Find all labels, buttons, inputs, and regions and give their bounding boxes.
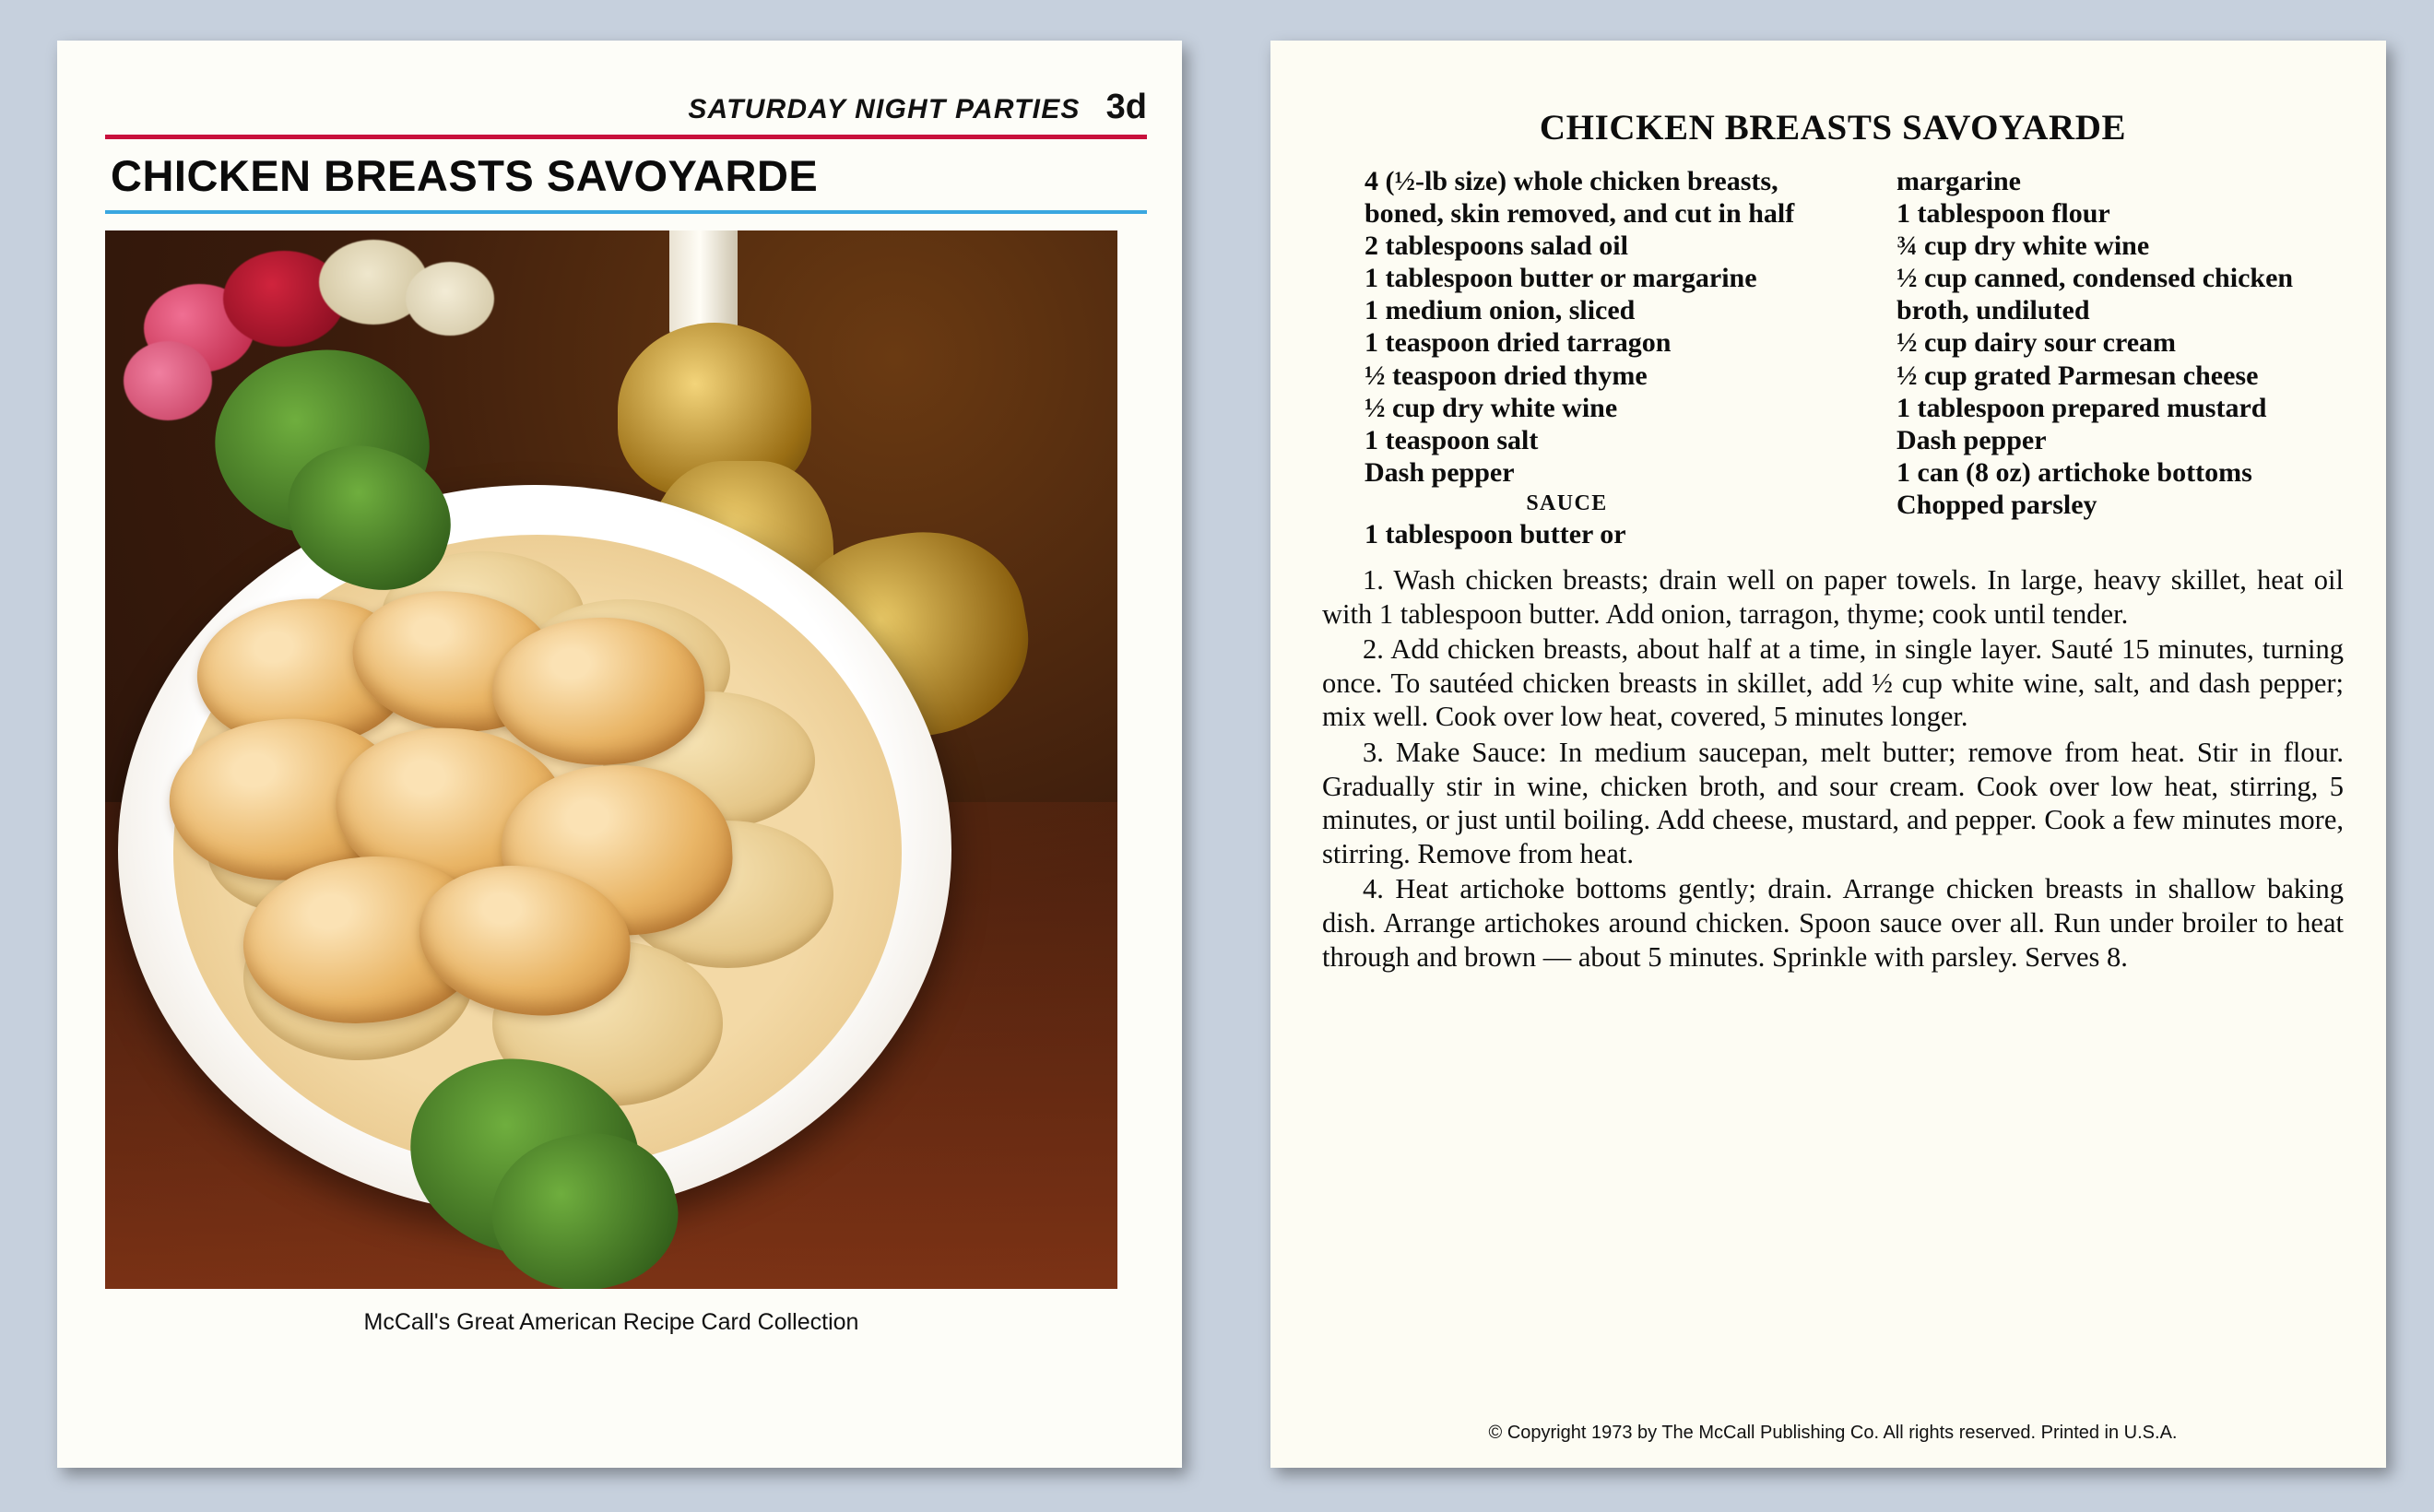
photo-caption: McCall's Great American Recipe Card Collection [363, 1309, 859, 1335]
ingredient-item: 1 tablespoon butter or margarine [1365, 263, 1757, 294]
direction-step: 4. Heat artichoke bottoms gently; drain. Arrange chicken breasts in shallow baking dish. Arrange artichokes around chicken. Spoon sauce over all. Run under broiler to heat through and brown — about 5 minutes. Sprinkle with parsley. Serves 8. [1322, 873, 2344, 973]
ingredient-item: 1 can (8 oz) artichoke bottoms [1896, 456, 2252, 488]
ingredient-item: 1 medium onion, sliced [1365, 295, 1636, 326]
direction-step: 1. Wash chicken breasts; drain well on paper towels. In large, heavy skillet, heat oil with 1 tablespoon butter. Add onion, tarragon, thyme; cook until tender. [1322, 564, 2344, 630]
ingredient-item: 1 tablespoon butter or [1365, 519, 1626, 550]
candle [669, 230, 738, 336]
copyright-notice: © Copyright 1973 by The McCall Publishing Co. All rights reserved. Printed in U.S.A. [1488, 1423, 2178, 1443]
ingredient-item: 2 tablespoons salad oil [1365, 230, 1628, 262]
ingredients-column-right [1854, 165, 2344, 550]
ingredient-item: 4 (½-lb size) whole chicken breasts, boned, skin removed, and cut in half [1365, 166, 1795, 230]
recipe-title: CHICKEN BREASTS SAVOYARDE [1539, 108, 2127, 148]
ingredient-item: Dash pepper [1896, 424, 2047, 455]
front-card-content [105, 68, 1147, 1440]
flower-icon [124, 341, 212, 420]
back-card-content [1322, 107, 2344, 1444]
ingredient-item: ½ cup dry white wine [1365, 392, 1618, 423]
front-card-header [105, 68, 1147, 125]
ingredient-item: 1 teaspoon dried tarragon [1365, 327, 1672, 359]
direction-step: 3. Make Sauce: In medium saucepan, melt butter; remove from heat. Stir in flour. Gradually stir in wine, chicken broth, and sour cream. Cook over low heat, stirring, 5 minutes, or just until boiling. Add cheese, mustard, and pepper. Cook a few minutes more, stirring. Remove from heat. [1322, 737, 2344, 869]
series-label: SATURDAY NIGHT PARTIES [688, 94, 1081, 124]
ingredient-item: ½ cup grated Parmesan cheese [1896, 360, 2259, 391]
ingredient-item: 1 teaspoon salt [1365, 424, 1539, 455]
ingredient-item: 1 tablespoon prepared mustard [1896, 392, 2267, 423]
card-number: 3d [1105, 88, 1147, 126]
direction-step: 2. Add chicken breasts, about half at a time, in single layer. Sauté 15 minutes, turning once. To sautéed chicken breasts in skillet, add ½ cup white wine, salt, and dash pepper; mix well. Cook over low heat, covered, 5 minutes longer. [1322, 633, 2344, 733]
dish-photo [105, 230, 1117, 1289]
page-title: CHICKEN BREASTS SAVOYARDE [111, 151, 819, 200]
ingredient-item: margarine [1896, 166, 2021, 196]
recipe-card-front [57, 41, 1182, 1468]
ingredient-item: Dash pepper [1365, 456, 1515, 488]
directions-section [1322, 563, 2344, 974]
flower-icon [406, 262, 494, 336]
blue-divider [105, 210, 1147, 214]
ingredient-item: ½ teaspoon dried thyme [1365, 360, 1648, 391]
ingredients-column-left [1322, 165, 1812, 550]
ingredient-item: ¾ cup dry white wine [1896, 230, 2150, 262]
sauce-subheading: SAUCE [1526, 490, 1608, 515]
ingredients-section [1322, 165, 2344, 550]
ingredient-item: 1 tablespoon flour [1896, 198, 2110, 230]
ingredient-item: ½ cup dairy sour cream [1896, 327, 2177, 359]
recipe-card-back [1270, 41, 2386, 1468]
ingredient-item: Chopped parsley [1896, 489, 2097, 520]
ingredient-item: ½ cup canned, condensed chicken broth, undiluted [1896, 263, 2294, 326]
